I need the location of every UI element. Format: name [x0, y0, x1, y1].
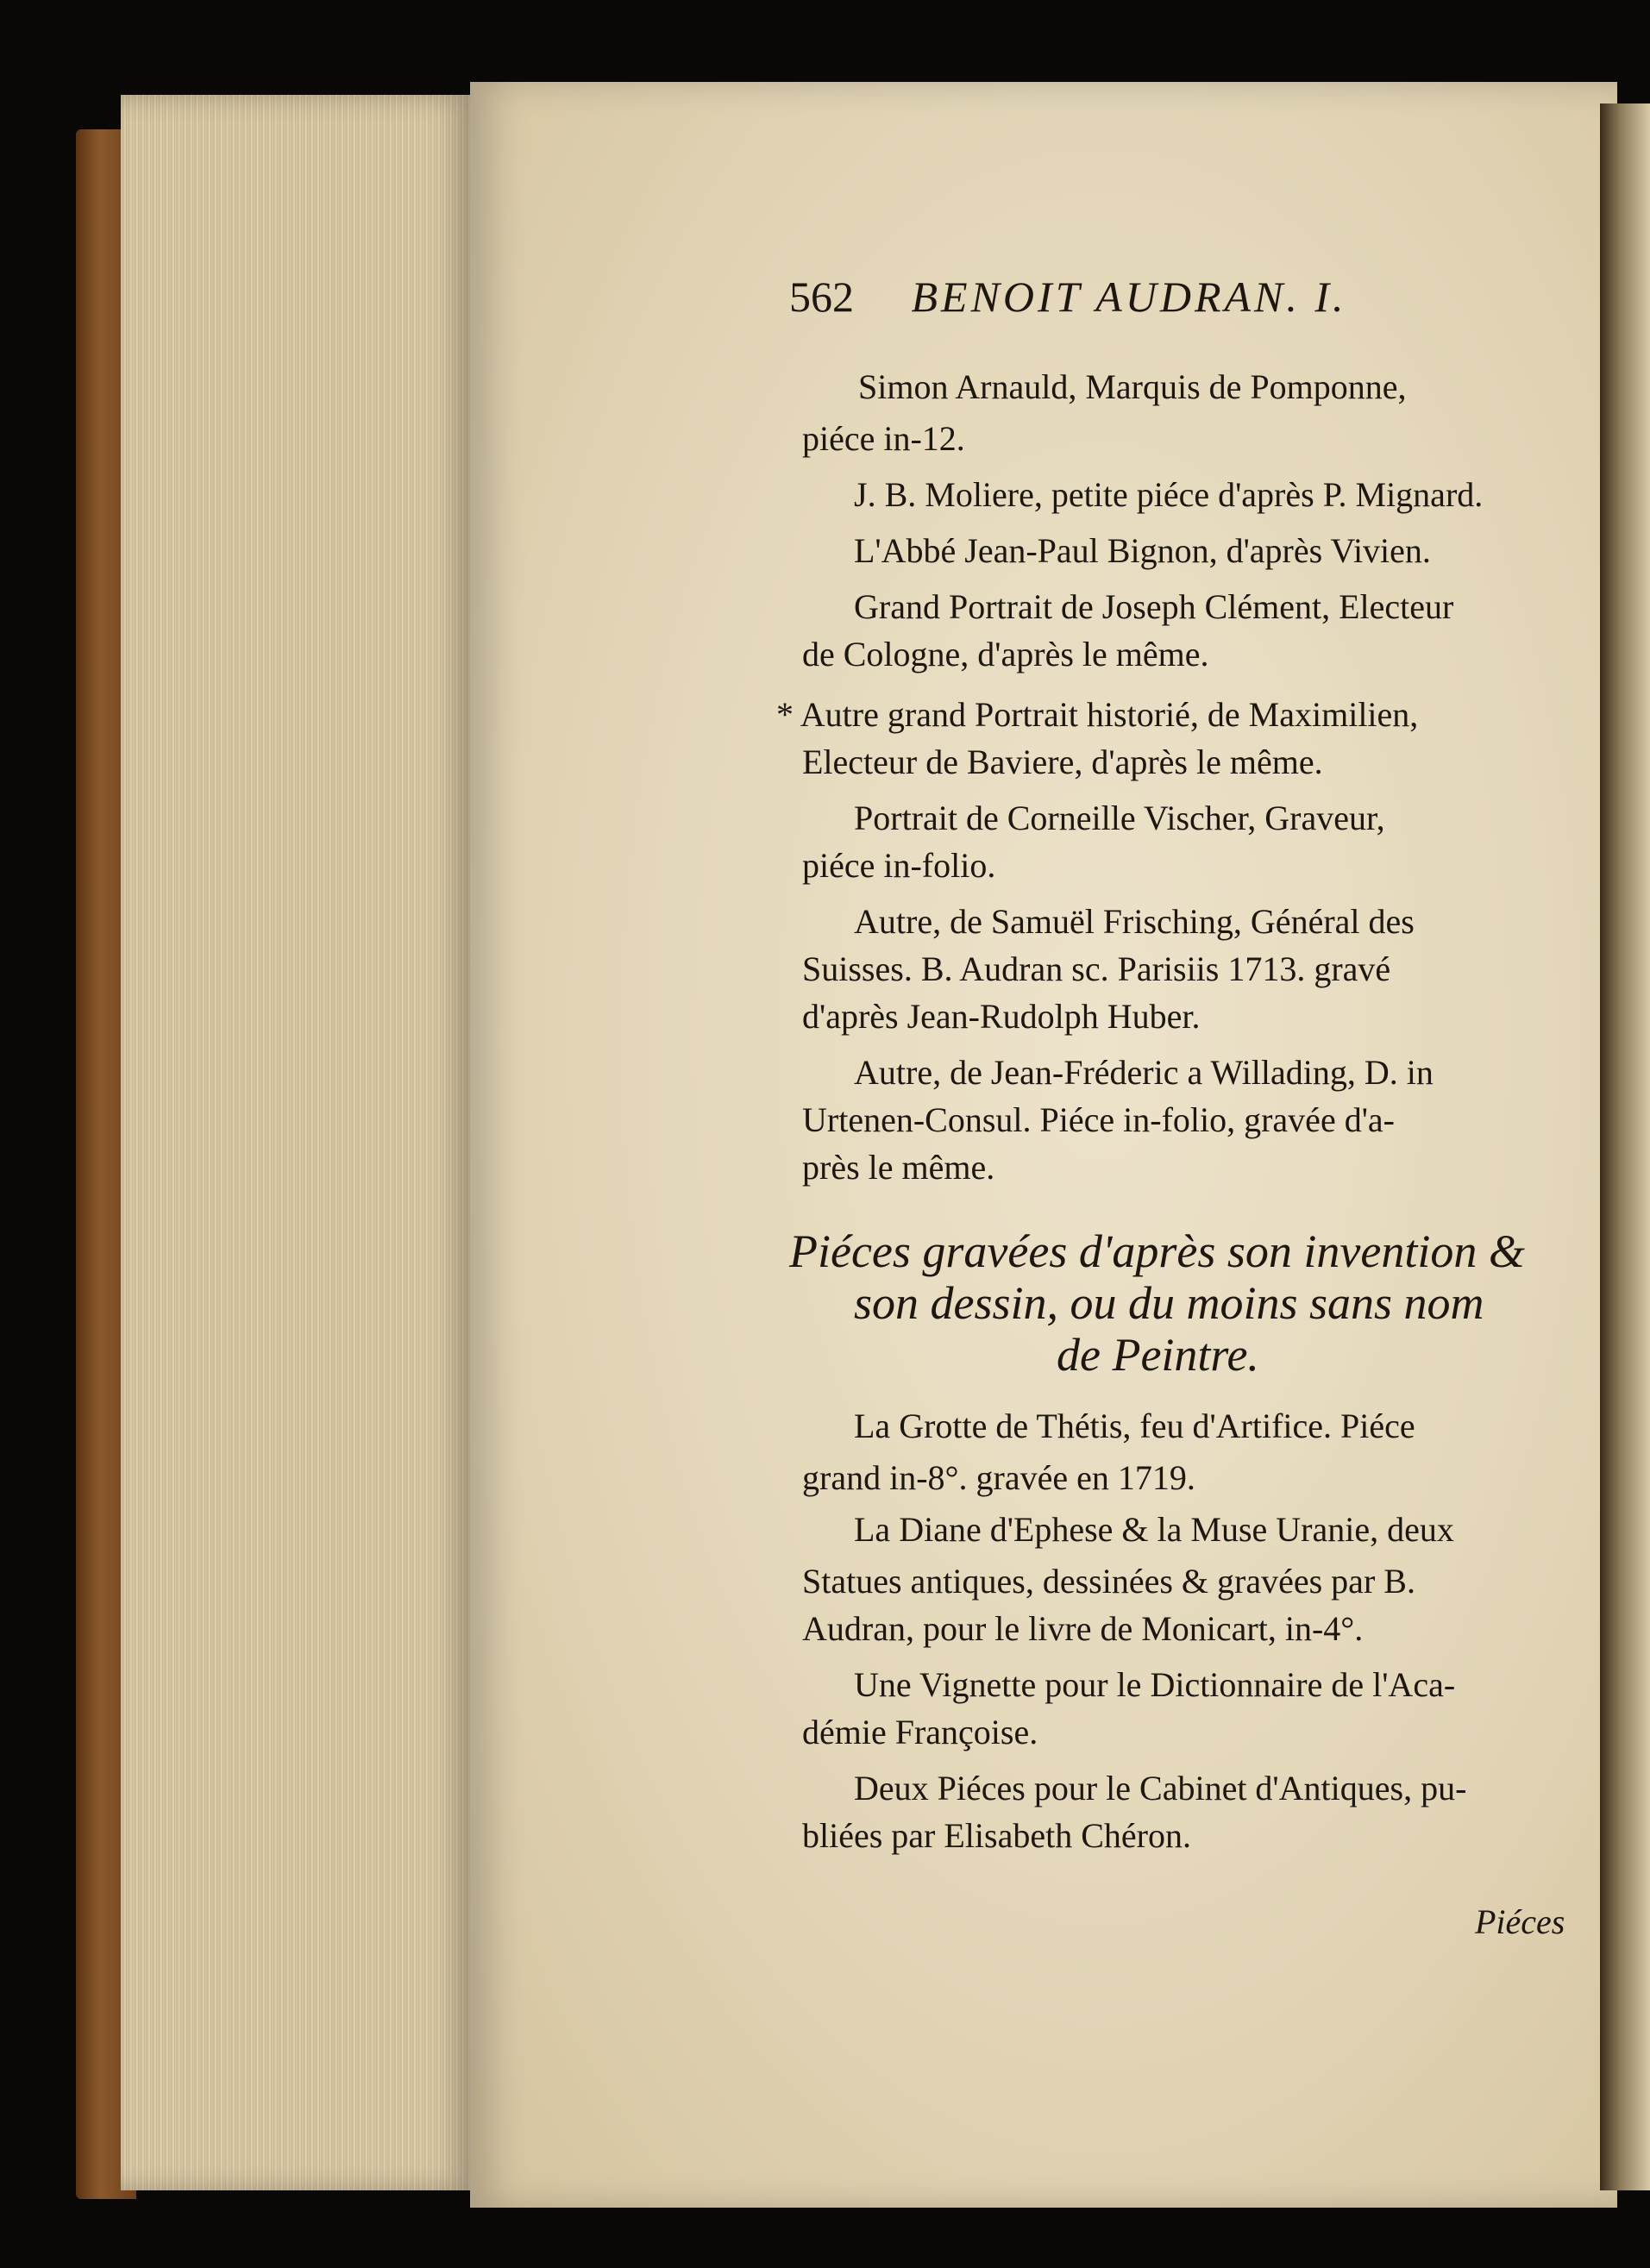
text-line: Une Vignette pour le Dictionnaire de l'Aca- — [854, 1665, 1456, 1704]
text-line: Audran, pour le livre de Monicart, in-4°. — [802, 1609, 1364, 1648]
text-line: L'Abbé Jean-Paul Bignon, d'après Vivien. — [854, 531, 1431, 570]
text-line: grand in-8°. gravée en 1719. — [802, 1458, 1195, 1497]
running-title: BENOIT AUDRAN. I. — [911, 273, 1347, 321]
text-line: piéce in-folio. — [802, 846, 996, 885]
text-line: Grand Portrait de Joseph Clément, Electeur — [854, 587, 1454, 626]
page-number: 562 — [789, 273, 854, 321]
text-line: Simon Arnauld, Marquis de Pomponne, — [858, 367, 1407, 406]
text-line: Electeur de Baviere, d'après le même. — [802, 742, 1323, 781]
section-title-line: Piéces gravées d'après son invention & — [789, 1225, 1525, 1277]
text-line: * Autre grand Portrait historié, de Maximilien, — [776, 695, 1419, 734]
text-line: bliées par Elisabeth Chéron. — [802, 1816, 1191, 1855]
text-line: de Cologne, d'après le même. — [802, 635, 1209, 674]
text-line: Autre, de Samuël Frisching, Général des — [854, 902, 1415, 941]
text-line: piéce in-12. — [802, 419, 965, 458]
text-line: Portrait de Corneille Vischer, Graveur, — [854, 799, 1385, 837]
text-line: Urtenen-Consul. Piéce in-folio, gravée d'a- — [802, 1100, 1395, 1139]
text-line: Suisses. B. Audran sc. Parisiis 1713. gravé — [802, 949, 1391, 988]
text-line: Statues antiques, dessinées & gravées par B. — [802, 1562, 1415, 1601]
running-header — [789, 272, 1347, 322]
text-line: Deux Piéces pour le Cabinet d'Antiques, pu- — [854, 1769, 1467, 1808]
section-title-line: de Peintre. — [1057, 1329, 1259, 1381]
section-title-line: son dessin, ou du moins sans nom — [854, 1277, 1484, 1329]
text-line: d'après Jean-Rudolph Huber. — [802, 997, 1201, 1036]
text-line: près le même. — [802, 1148, 995, 1187]
text-line: La Grotte de Thétis, feu d'Artifice. Piéce — [854, 1407, 1415, 1445]
text-line: Autre, de Jean-Fréderic a Willading, D. in — [854, 1053, 1434, 1092]
page-block-edges — [121, 95, 474, 2190]
catchword: Piéces — [1475, 1902, 1565, 1941]
text-line: J. B. Moliere, petite piéce d'après P. Mignard. — [854, 475, 1484, 514]
text-line: démie Françoise. — [802, 1713, 1038, 1751]
facing-page-gutter — [1600, 103, 1650, 2190]
text-line: La Diane d'Ephese & la Muse Uranie, deux — [854, 1510, 1454, 1549]
